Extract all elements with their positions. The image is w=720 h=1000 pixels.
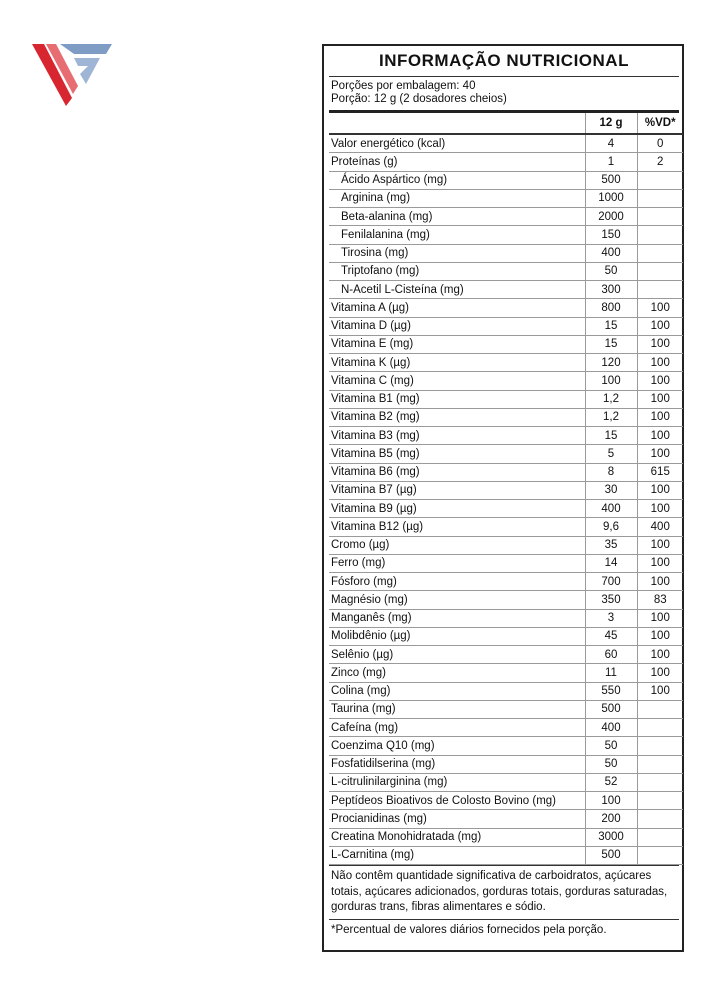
nutrient-quantity: 400 (585, 500, 637, 518)
nutrient-quantity: 1,2 (585, 408, 637, 426)
nutrient-quantity: 700 (585, 573, 637, 591)
nutrient-quantity: 200 (585, 810, 637, 828)
nutrient-name: Vitamina B2 (mg) (329, 408, 585, 426)
brand-logo-icon (30, 40, 114, 106)
nutrient-quantity: 15 (585, 317, 637, 335)
nutrient-quantity: 100 (585, 792, 637, 810)
table-row (329, 354, 683, 372)
nutrient-quantity: 500 (585, 700, 637, 718)
table-row (329, 226, 683, 244)
nutrient-name: Vitamina B7 (µg) (329, 481, 585, 499)
nutrient-dv (637, 171, 683, 189)
nutrient-quantity: 14 (585, 554, 637, 572)
table-row (329, 737, 683, 755)
nutrient-quantity: 550 (585, 682, 637, 700)
nutrient-quantity: 500 (585, 171, 637, 189)
table-row (329, 627, 683, 645)
nutrient-quantity: 400 (585, 719, 637, 737)
nutrient-quantity: 52 (585, 773, 637, 791)
nutrient-dv: 0 (637, 134, 683, 153)
nutrient-quantity: 50 (585, 262, 637, 280)
nutrient-name: Taurina (mg) (329, 700, 585, 718)
nutrient-dv (637, 846, 683, 864)
nutrient-name: Fosfatidilserina (mg) (329, 755, 585, 773)
nutrient-quantity: 45 (585, 627, 637, 645)
nutrient-quantity: 120 (585, 354, 637, 372)
nutrient-name: Vitamina K (µg) (329, 354, 585, 372)
nutrient-name: Proteínas (g) (329, 153, 585, 171)
nutrient-dv (637, 226, 683, 244)
nutrient-quantity: 1000 (585, 189, 637, 207)
table-row (329, 445, 683, 463)
nutrient-name: Ácido Aspártico (mg) (329, 171, 585, 189)
nutrient-quantity: 500 (585, 846, 637, 864)
nutrient-quantity: 400 (585, 244, 637, 262)
table-row (329, 536, 683, 554)
nutrient-name: Ferro (mg) (329, 554, 585, 572)
nutrient-quantity: 3000 (585, 828, 637, 846)
dv-note: *Percentual de valores diários fornecidos pela porção. (329, 919, 679, 939)
nutrient-quantity: 3 (585, 609, 637, 627)
nutrient-name: N-Acetil L-Cisteína (mg) (329, 281, 585, 299)
nutrient-quantity: 5 (585, 445, 637, 463)
table-row (329, 755, 683, 773)
nutrient-name: Vitamina B9 (µg) (329, 500, 585, 518)
nutrient-name: Magnésio (mg) (329, 591, 585, 609)
nutrient-name: Fósforo (mg) (329, 573, 585, 591)
serving-size: Porção: 12 g (2 dosadores cheios) (331, 93, 507, 105)
footnote: Não contêm quantidade significativa de carboidratos, açúcares totais, açúcares adicionados, gorduras totais, gorduras saturadas, gorduras trans, fibras alimentares e sódio. (329, 865, 679, 919)
nutrition-table (329, 113, 683, 865)
nutrient-quantity: 1 (585, 153, 637, 171)
nutrient-name: Fenilalanina (mg) (329, 226, 585, 244)
nutrient-dv: 100 (637, 372, 683, 390)
table-row (329, 719, 683, 737)
nutrient-quantity: 15 (585, 427, 637, 445)
nutrient-dv: 100 (637, 445, 683, 463)
nutrient-name: Beta-alanina (mg) (329, 208, 585, 226)
nutrient-dv: 100 (637, 299, 683, 317)
nutrient-name: Vitamina E (mg) (329, 335, 585, 353)
nutrient-dv: 100 (637, 664, 683, 682)
nutrient-name: Procianidinas (mg) (329, 810, 585, 828)
table-row (329, 153, 683, 171)
table-row (329, 171, 683, 189)
nutrient-dv (637, 189, 683, 207)
nutrient-name: Vitamina A (µg) (329, 299, 585, 317)
nutrient-quantity: 350 (585, 591, 637, 609)
nutrient-quantity: 150 (585, 226, 637, 244)
nutrient-dv (637, 773, 683, 791)
table-row (329, 281, 683, 299)
nutrient-name: Cromo (µg) (329, 536, 585, 554)
nutrient-name: Vitamina B1 (mg) (329, 390, 585, 408)
nutrient-name: L-Carnitina (mg) (329, 846, 585, 864)
table-row (329, 792, 683, 810)
table-row (329, 134, 683, 153)
nutrient-quantity: 1,2 (585, 390, 637, 408)
nutrient-dv (637, 828, 683, 846)
table-header-row (329, 113, 683, 134)
nutrient-dv: 615 (637, 463, 683, 481)
nutrient-quantity: 11 (585, 664, 637, 682)
nutrient-quantity: 50 (585, 755, 637, 773)
serving-info (329, 77, 679, 113)
nutrient-name: Molibdênio (µg) (329, 627, 585, 645)
nutrient-dv (637, 208, 683, 226)
nutrient-dv: 100 (637, 317, 683, 335)
table-row (329, 664, 683, 682)
table-row (329, 408, 683, 426)
table-row (329, 773, 683, 791)
table-row (329, 390, 683, 408)
nutrient-quantity: 15 (585, 335, 637, 353)
nutrient-quantity: 35 (585, 536, 637, 554)
nutrient-name: Coenzima Q10 (mg) (329, 737, 585, 755)
nutrient-name: L-citrulinilarginina (mg) (329, 773, 585, 791)
nutrient-name: Valor energético (kcal) (329, 134, 585, 153)
table-row (329, 189, 683, 207)
nutrient-dv: 100 (637, 500, 683, 518)
servings-per-package: Porções por embalagem: 40 (331, 80, 476, 92)
nutrient-name: Manganês (mg) (329, 609, 585, 627)
nutrient-dv (637, 262, 683, 280)
nutrient-name: Vitamina B5 (mg) (329, 445, 585, 463)
nutrient-dv: 100 (637, 354, 683, 372)
nutrient-dv (637, 755, 683, 773)
table-row (329, 244, 683, 262)
nutrient-dv: 100 (637, 335, 683, 353)
nutrient-quantity: 300 (585, 281, 637, 299)
nutrient-name: Creatina Monohidratada (mg) (329, 828, 585, 846)
nutrient-dv: 100 (637, 682, 683, 700)
table-row (329, 609, 683, 627)
nutrient-dv: 83 (637, 591, 683, 609)
nutrient-quantity: 4 (585, 134, 637, 153)
table-row (329, 554, 683, 572)
nutrient-dv: 100 (637, 646, 683, 664)
nutrient-dv: 100 (637, 408, 683, 426)
nutrient-dv (637, 810, 683, 828)
nutrient-name: Colina (mg) (329, 682, 585, 700)
table-row (329, 828, 683, 846)
nutrient-dv (637, 281, 683, 299)
table-row (329, 427, 683, 445)
nutrient-dv (637, 719, 683, 737)
nutrient-dv: 100 (637, 390, 683, 408)
nutrient-dv: 100 (637, 609, 683, 627)
table-row (329, 317, 683, 335)
nutrient-name: Selênio (µg) (329, 646, 585, 664)
nutrient-name: Triptofano (mg) (329, 262, 585, 280)
table-row (329, 372, 683, 390)
nutrient-name: Vitamina D (µg) (329, 317, 585, 335)
table-row (329, 518, 683, 536)
nutrient-dv (637, 792, 683, 810)
nutrient-name: Peptídeos Bioativos de Colosto Bovino (mg) (329, 792, 585, 810)
table-row (329, 846, 683, 864)
header-quantity: 12 g (585, 113, 637, 134)
nutrient-dv: 100 (637, 554, 683, 572)
nutrient-dv: 100 (637, 573, 683, 591)
nutrient-name: Cafeína (mg) (329, 719, 585, 737)
nutrition-facts-panel (322, 44, 684, 952)
table-row (329, 500, 683, 518)
nutrient-quantity: 60 (585, 646, 637, 664)
table-row (329, 810, 683, 828)
nutrient-quantity: 50 (585, 737, 637, 755)
table-row (329, 573, 683, 591)
table-row (329, 262, 683, 280)
header-name-cell (329, 113, 585, 134)
nutrient-dv: 100 (637, 427, 683, 445)
nutrient-quantity: 800 (585, 299, 637, 317)
nutrient-name: Vitamina C (mg) (329, 372, 585, 390)
table-row (329, 299, 683, 317)
nutrient-quantity: 30 (585, 481, 637, 499)
nutrient-dv (637, 244, 683, 262)
nutrient-dv: 400 (637, 518, 683, 536)
nutrient-quantity: 2000 (585, 208, 637, 226)
nutrient-name: Tirosina (mg) (329, 244, 585, 262)
table-row (329, 700, 683, 718)
nutrient-name: Zinco (mg) (329, 664, 585, 682)
nutrient-quantity: 8 (585, 463, 637, 481)
table-row (329, 646, 683, 664)
table-row (329, 335, 683, 353)
nutrient-quantity: 9,6 (585, 518, 637, 536)
nutrient-dv: 100 (637, 536, 683, 554)
header-dv: %VD* (637, 113, 683, 134)
nutrient-dv: 2 (637, 153, 683, 171)
nutrient-quantity: 100 (585, 372, 637, 390)
nutrient-dv (637, 700, 683, 718)
nutrient-name: Vitamina B6 (mg) (329, 463, 585, 481)
table-row (329, 682, 683, 700)
table-row (329, 591, 683, 609)
table-row (329, 463, 683, 481)
nutrient-name: Arginina (mg) (329, 189, 585, 207)
table-row (329, 208, 683, 226)
nutrient-dv: 100 (637, 627, 683, 645)
nutrient-name: Vitamina B3 (mg) (329, 427, 585, 445)
panel-title: INFORMAÇÃO NUTRICIONAL (329, 46, 679, 77)
nutrient-dv: 100 (637, 481, 683, 499)
table-row (329, 481, 683, 499)
nutrient-dv (637, 737, 683, 755)
nutrient-name: Vitamina B12 (µg) (329, 518, 585, 536)
